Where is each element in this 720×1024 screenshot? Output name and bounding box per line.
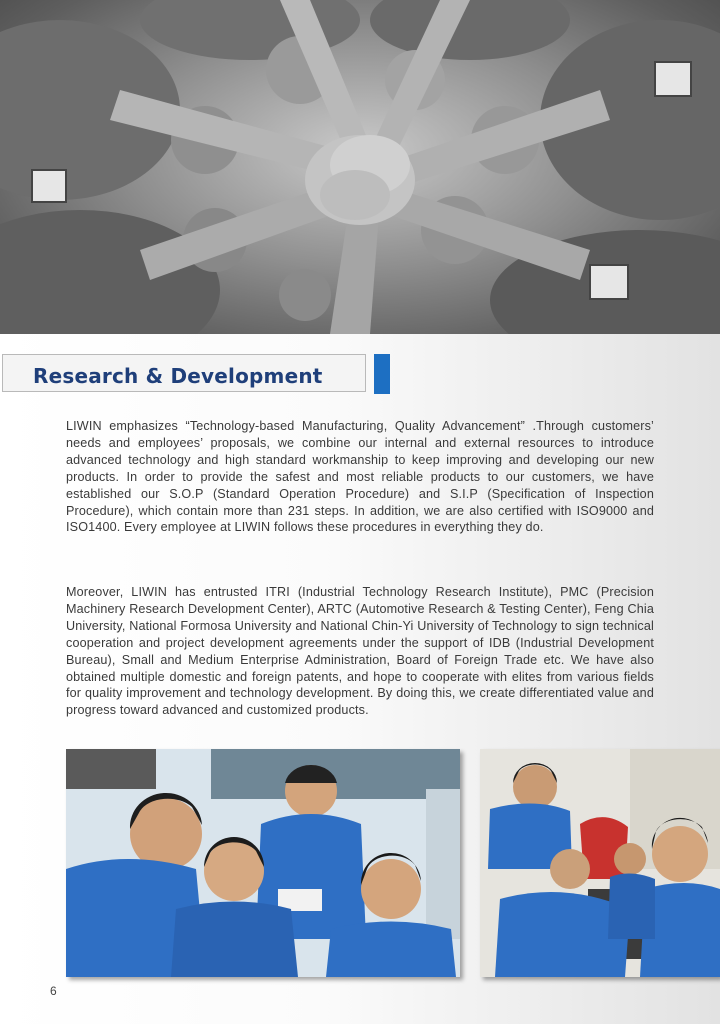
page-number: 6 [50,984,57,998]
paragraph-cooperation: Moreover, LIWIN has entrusted ITRI (Industrial Technology Research Institute), PMC (Precision Machinery Research Development Center), ARTC (Automotive Research & Testing Center), Feng Chia University, National Formosa University and National Chin-Yi University of Technology to sign technical cooperation and project development agreements under the support of IDB (Industrial Development Bureau), Small and Medium Enterprise Administration, Board of Foreign Trade etc. We have also obtained multiple domestic and foreign patents, and hope to cooperate with elites from various fields for quality improvement and technology development. By doing this, we create differentiated value and progress toward advanced and customized products. [66,585,654,718]
section-title: Research & Development [33,364,323,388]
hero-photo-team-hands [0,0,720,334]
paragraph-quality: LIWIN emphasizes “Technology-based Manufacturing, Quality Advancement” .Through customers’ needs and employees’ proposals, we combine our internal and external resources to introduce advanced technology and high standard workmanship to keep improving and developing our new products. In order to provide the safest and most reliable products to our customers, we have established our S.O.P (Standard Operation Procedure) and S.I.P (Specification of Inspection Procedure), which contain more than 231 steps. In addition, we are also certified with ISO9000 and ISO1400. Every employee at LIWIN follows these procedures in everything they do. [66,419,654,535]
section-header [0,352,392,396]
title-accent-bar [374,354,390,394]
photo-engineers-discussion [66,749,460,977]
section-title-box [2,354,366,392]
photo-technicians-machine [480,749,720,977]
